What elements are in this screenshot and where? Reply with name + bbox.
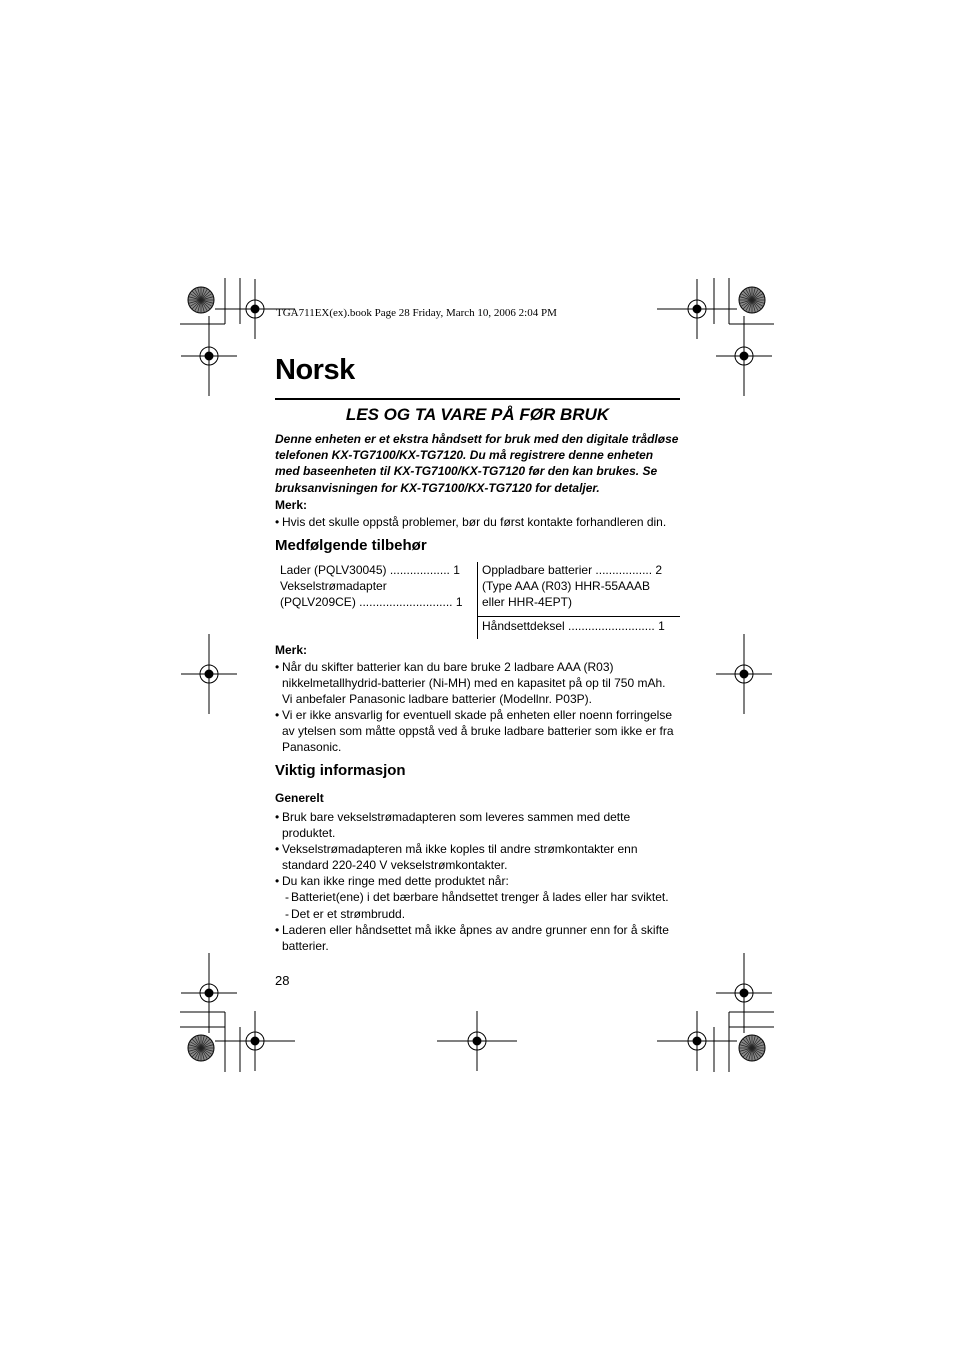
intro-line: med baseenheten til KX-TG7100/KX-TG7120 før den kan brukes. Se: [275, 464, 658, 479]
table-divider-vertical: [477, 562, 478, 639]
accessories-right-top-cell: [482, 562, 662, 610]
accessories-right-bottom-cell: [482, 618, 665, 634]
intro-line: Denne enheten er et ekstra håndsett for bruk med den digitale trådløse: [275, 432, 679, 446]
important-bullet: [275, 841, 669, 873]
accessory-line: Oppladbare batterier ................. 2: [482, 563, 663, 577]
important-list: [275, 809, 669, 954]
important-subitem: - Batteriet(ene) i det bærbare håndsettet trenger å lades eller har sviktet.: [275, 889, 669, 905]
note-bullet: [275, 707, 674, 755]
important-subitem: - Det er et strømbrudd.: [275, 906, 669, 922]
accessory-line: (Type AAA (R03) HHR-55AAAB: [482, 579, 651, 593]
page-number: 28: [275, 973, 290, 988]
print-header: TGA711EX(ex).book Page 28 Friday, March 10, 2006 2:04 PM: [276, 307, 557, 319]
note-bullet: • Hvis det skulle oppstå problemer, bør du først kontakte forhandleren din.: [275, 514, 666, 530]
accessories-left-cell: [280, 562, 463, 610]
page-title: Norsk: [275, 354, 355, 386]
important-line: batterier.: [282, 938, 329, 953]
accessory-line: (PQLV209CE) ............................ 1: [280, 595, 463, 609]
note-label: Merk:: [275, 498, 308, 512]
note-line: nikkelmetallhydrid-batterier (Ni-MH) med en kapasitet på op til 750 mAh.: [282, 676, 666, 691]
note-list: [275, 514, 666, 530]
accessory-line: Håndsettdeksel .......................... 1: [482, 619, 665, 633]
important-bullet: [275, 809, 669, 841]
note-line: Panasonic.: [282, 740, 342, 755]
accessories-heading: Medfølgende tilbehør: [275, 537, 427, 554]
important-line: • Laderen eller håndsettet må ikke åpnes av andre grunner enn for å skifte: [282, 922, 669, 937]
important-line: • Vekselstrømadapteren må ikke koples til andre strømkontakter enn: [282, 842, 638, 857]
title-divider: [275, 398, 680, 400]
important-bullet: [275, 873, 669, 889]
note-line: Vi anbefaler Panasonic ladbare batterier (Modellnr. P03P).: [282, 692, 592, 707]
note-line: • Vi er ikke ansvarlig for eventuell skade på enheten eller noenn forringelse: [282, 708, 673, 723]
note-list: [275, 659, 674, 756]
important-bullet: [275, 922, 669, 954]
accessory-line: eller HHR-4EPT): [482, 595, 573, 609]
general-subheading: Generelt: [275, 791, 324, 805]
note-line: av ytelsen som måtte oppstå ved å bruke ladbare batterier som ikke er fra: [282, 724, 674, 739]
table-divider-horizontal: [477, 616, 680, 617]
intro-line: bruksanvisningen for KX-TG7100/KX-TG7120 for detaljer.: [275, 480, 600, 495]
section-subtitle: LES OG TA VARE PÅ FØR BRUK: [345, 405, 610, 424]
note-label: Merk:: [275, 643, 308, 657]
intro-paragraph: [275, 431, 680, 496]
accessory-line: Lader (PQLV30045) .................. 1: [280, 563, 460, 577]
accessory-line: Vekselstrømadapter: [280, 579, 387, 593]
note-line: • Når du skifter batterier kan du bare bruke 2 ladbare AAA (R03): [282, 660, 614, 674]
important-line: • Bruk bare vekselstrømadapteren som leveres sammen med dette: [282, 810, 631, 824]
important-line: standard 220-240 V vekselstrømkontakter.: [282, 858, 508, 873]
intro-line: telefonen KX-TG7100/KX-TG7120. Du må registrere denne enheten: [275, 448, 654, 463]
important-line: • Du kan ikke ringe med dette produktet når:: [282, 874, 509, 889]
note-bullet: [275, 659, 674, 707]
important-line: produktet.: [282, 826, 336, 841]
important-heading: Viktig informasjon: [275, 762, 406, 779]
